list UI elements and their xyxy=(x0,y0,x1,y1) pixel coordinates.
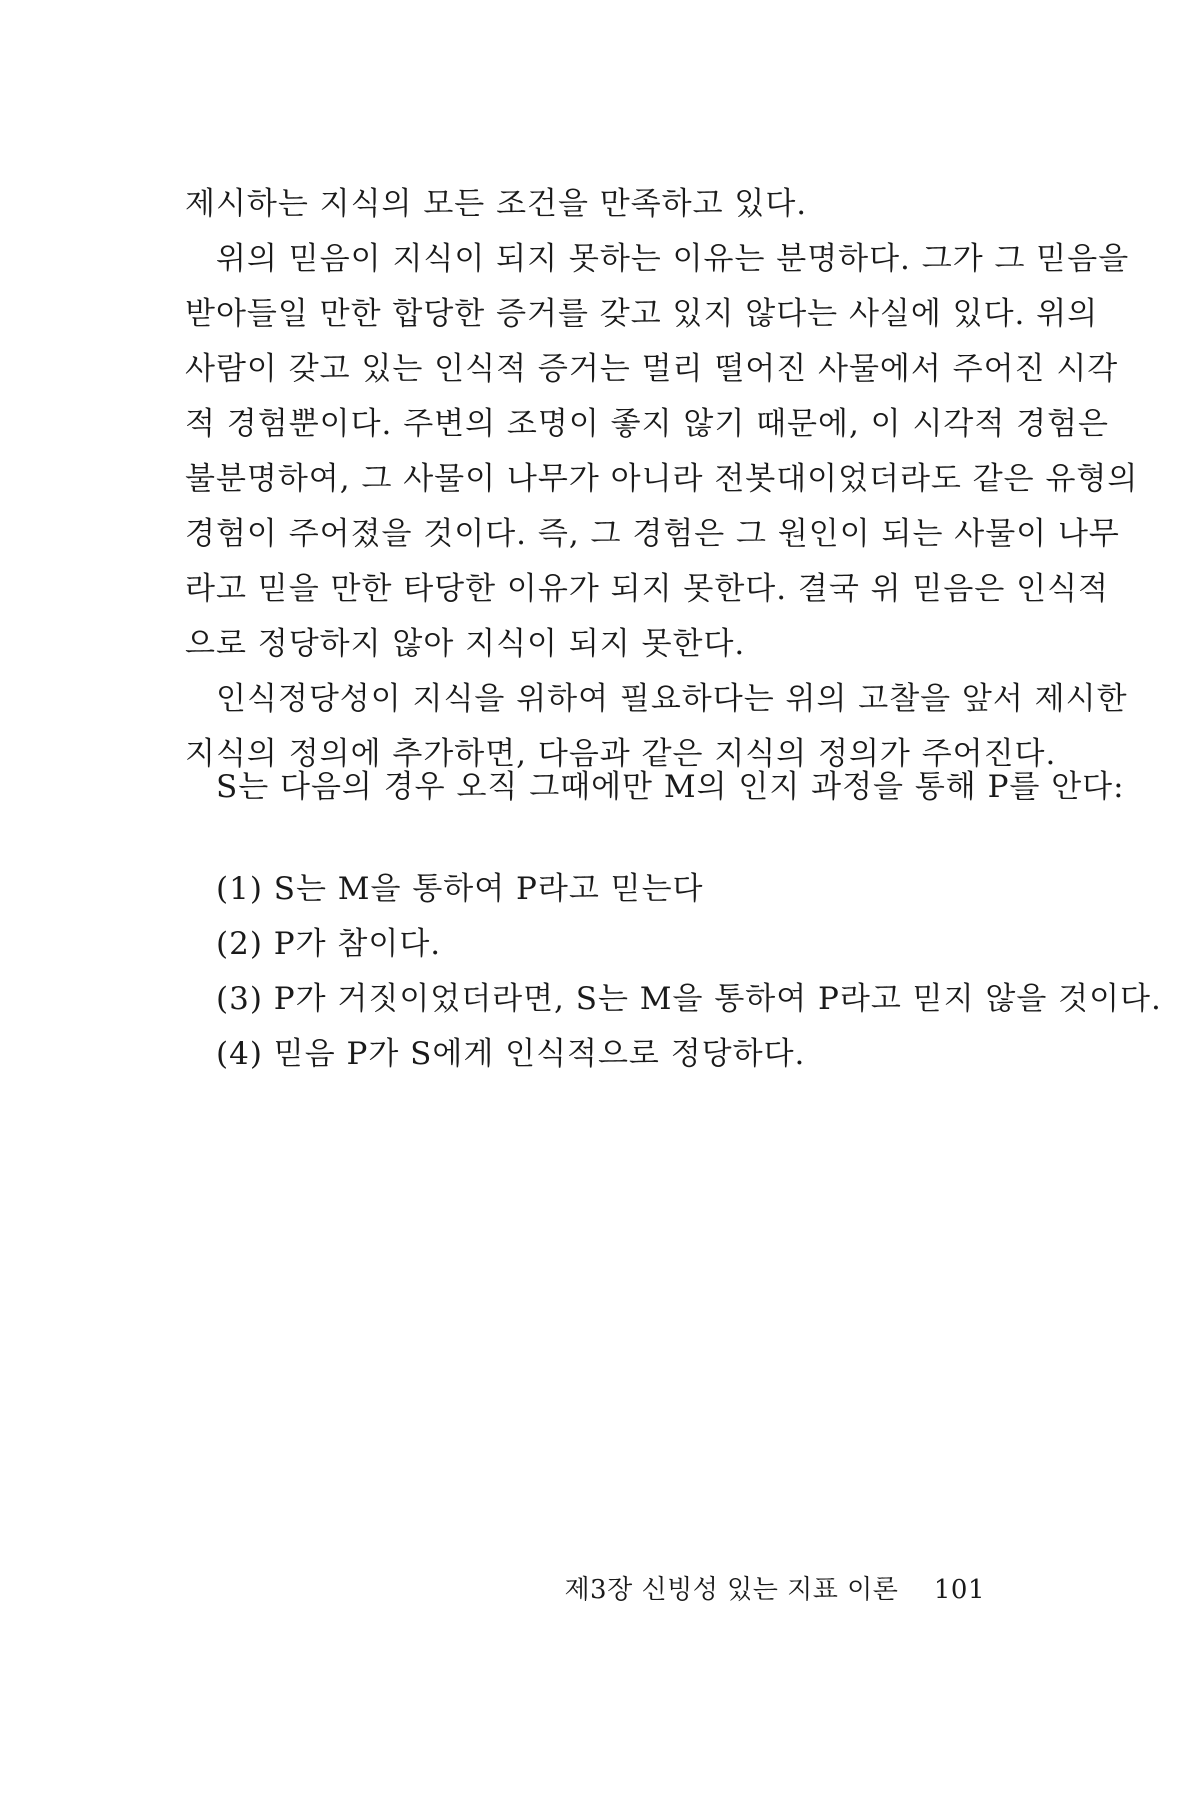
body-line: 사람이 갖고 있는 인식적 증거는 멀리 떨어진 사물에서 주어진 시각 xyxy=(185,351,1119,387)
body-line: 인식정당성이 지식을 위하여 필요하다는 위의 고찰을 앞서 제시한 xyxy=(216,681,1128,717)
definition-line: S는 다음의 경우 오직 그때에만 M의 인지 과정을 통해 P를 안다: xyxy=(216,769,1125,805)
body-line: 지식의 정의에 추가하면, 다음과 같은 지식의 정의가 주어진다. xyxy=(185,736,1057,772)
page-footer xyxy=(564,1570,985,1610)
definition-statement xyxy=(185,760,1125,815)
condition-item: (4) 믿음 P가 S에게 인식적으로 정당하다. xyxy=(216,1036,806,1072)
page-number: 101 xyxy=(933,1575,985,1605)
condition-list xyxy=(185,862,1162,1082)
body-line: 불분명하여, 그 사물이 나무가 아니라 전봇대이었더라도 같은 유형의 xyxy=(185,461,1139,497)
running-header-chapter: 제3장 신빙성 있는 지표 이론 xyxy=(564,1575,899,1605)
body-line: 경험이 주어졌을 것이다. 즉, 그 경험은 그 원인이 되는 사물이 나무 xyxy=(185,516,1120,552)
body-line: 받아들일 만한 합당한 증거를 갖고 있지 않다는 사실에 있다. 위의 xyxy=(185,296,1099,332)
condition-item: (1) S는 M을 통하여 P라고 믿는다 xyxy=(216,871,704,907)
body-text xyxy=(185,177,1139,782)
body-line: 적 경험뿐이다. 주변의 조명이 좋지 않기 때문에, 이 시각적 경험은 xyxy=(185,406,1109,442)
body-line: 위의 믿음이 지식이 되지 못하는 이유는 분명하다. 그가 그 믿음을 xyxy=(216,241,1130,277)
condition-item: (3) P가 거짓이었더라면, S는 M을 통하여 P라고 믿지 않을 것이다. xyxy=(216,981,1162,1017)
condition-item: (2) P가 참이다. xyxy=(216,926,442,962)
body-line: 으로 정당하지 않아 지식이 되지 못한다. xyxy=(185,626,746,662)
body-line: 제시하는 지식의 모든 조건을 만족하고 있다. xyxy=(185,186,808,222)
body-line: 라고 믿을 만한 타당한 이유가 되지 못한다. 결국 위 믿음은 인식적 xyxy=(185,571,1109,607)
